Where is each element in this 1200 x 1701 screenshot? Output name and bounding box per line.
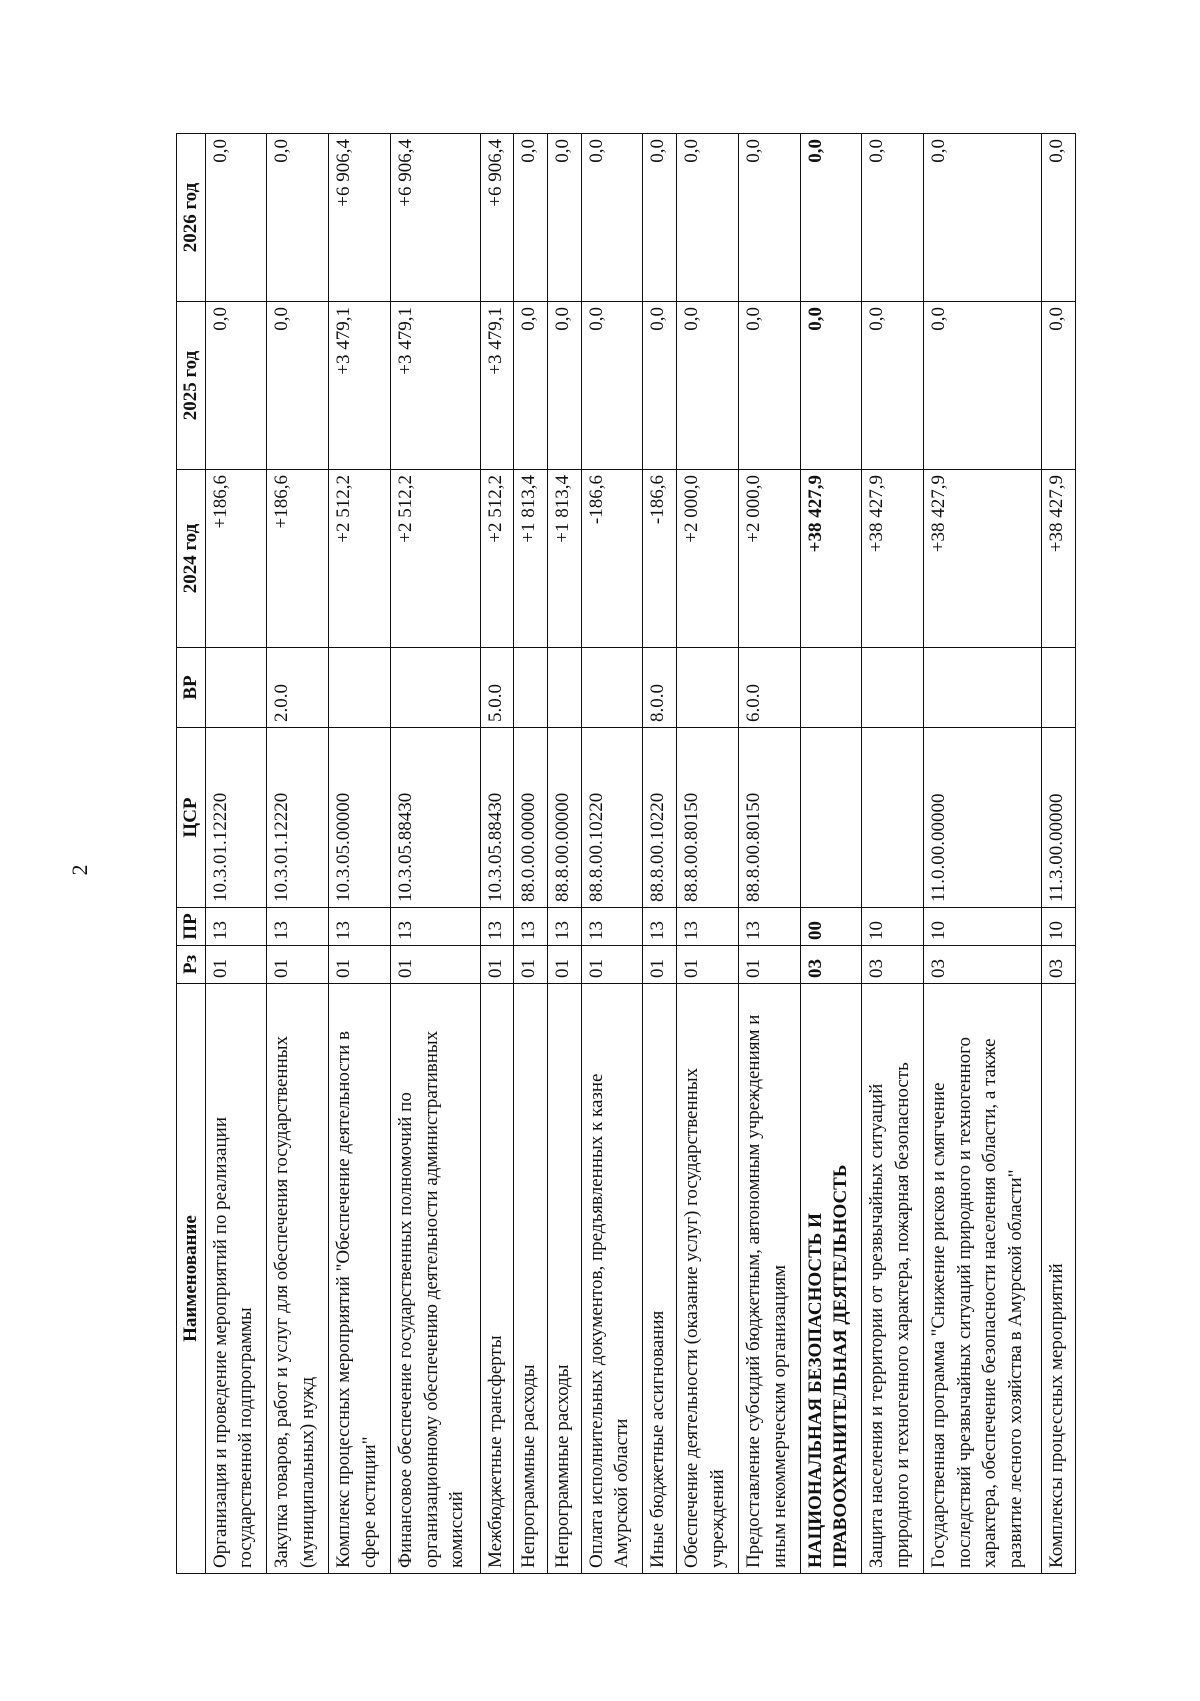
cell-csr	[800, 728, 862, 908]
page-number: 2	[67, 864, 92, 876]
cell-2026: +6 906,4	[329, 134, 391, 302]
cell-name: Организация и проведение мероприятий по реализации государственной подпрограммы	[205, 984, 267, 1574]
cell-rz: 01	[480, 946, 514, 984]
cell-name: Непрограммные расходы	[548, 984, 582, 1574]
cell-rz: 01	[329, 946, 391, 984]
cell-vr	[581, 648, 643, 728]
cell-vr	[390, 648, 480, 728]
cell-2025: 0,0	[738, 302, 800, 470]
cell-pr: 10	[1042, 908, 1076, 946]
cell-pr: 13	[514, 908, 548, 946]
cell-2025: +3 479,1	[329, 302, 391, 470]
cell-rz: 03	[862, 946, 924, 984]
cell-vr	[205, 648, 267, 728]
cell-csr: 10.3.05.88430	[390, 728, 480, 908]
cell-csr: 88.0.00.00000	[514, 728, 548, 908]
cell-vr	[329, 648, 391, 728]
cell-2025: 0,0	[1042, 302, 1076, 470]
cell-2024: +38 427,9	[800, 470, 862, 648]
header-rz: Рз	[177, 946, 206, 984]
cell-csr: 88.8.00.10220	[581, 728, 643, 908]
cell-name: Финансовое обеспечение государственных полномочий по организационному обеспечению деятельности административных комиссий	[390, 984, 480, 1574]
cell-2025: +3 479,1	[480, 302, 514, 470]
cell-2026: 0,0	[267, 134, 329, 302]
cell-pr: 10	[862, 908, 924, 946]
cell-csr	[862, 728, 924, 908]
cell-vr	[514, 648, 548, 728]
cell-csr: 11.0.00.00000	[924, 728, 1042, 908]
cell-2026: 0,0	[924, 134, 1042, 302]
cell-2025: 0,0	[862, 302, 924, 470]
table-body	[205, 134, 1075, 1574]
table-row	[480, 134, 514, 1574]
cell-vr: 6.0.0	[738, 648, 800, 728]
cell-2025: 0,0	[924, 302, 1042, 470]
cell-name: Комплексы процессных мероприятий	[1042, 984, 1076, 1574]
cell-2025: 0,0	[548, 302, 582, 470]
cell-csr: 10.3.01.12220	[267, 728, 329, 908]
cell-pr: 13	[205, 908, 267, 946]
cell-2024: +2 000,0	[738, 470, 800, 648]
header-2024: 2024 год	[177, 470, 206, 648]
cell-vr	[924, 648, 1042, 728]
cell-pr: 13	[329, 908, 391, 946]
cell-name: Межбюджетные трансферты	[480, 984, 514, 1574]
cell-2026: 0,0	[643, 134, 677, 302]
cell-2026: 0,0	[1042, 134, 1076, 302]
cell-2024: +1 813,4	[514, 470, 548, 648]
table-row	[390, 134, 480, 1574]
table-row	[800, 134, 862, 1574]
cell-rz: 03	[1042, 946, 1076, 984]
table-row	[548, 134, 582, 1574]
table-row	[738, 134, 800, 1574]
header-2026: 2026 год	[177, 134, 206, 302]
cell-rz: 01	[643, 946, 677, 984]
table-row	[514, 134, 548, 1574]
cell-pr: 10	[924, 908, 1042, 946]
table-row	[677, 134, 739, 1574]
cell-2026: 0,0	[738, 134, 800, 302]
cell-2025: +3 479,1	[390, 302, 480, 470]
cell-2026: 0,0	[205, 134, 267, 302]
cell-2025: 0,0	[677, 302, 739, 470]
cell-2025: 0,0	[205, 302, 267, 470]
table-row	[1042, 134, 1076, 1574]
cell-name: Государственная программа "Снижение рисков и смягчение последствий чрезвычайных ситуаций природного и техногенного характера, обеспечение безопасности населения области, а также развитие лесного хозяйства в Амурской области"	[924, 984, 1042, 1574]
cell-rz: 03	[800, 946, 862, 984]
cell-2026: 0,0	[581, 134, 643, 302]
cell-2024: +2 512,2	[329, 470, 391, 648]
cell-pr: 13	[738, 908, 800, 946]
cell-rz: 01	[514, 946, 548, 984]
cell-name: Иные бюджетные ассигнования	[643, 984, 677, 1574]
cell-2024: -186,6	[581, 470, 643, 648]
cell-2026: 0,0	[514, 134, 548, 302]
cell-name: Непрограммные расходы	[514, 984, 548, 1574]
table-row	[924, 134, 1042, 1574]
cell-2024: +38 427,9	[924, 470, 1042, 648]
cell-vr: 2.0.0	[267, 648, 329, 728]
cell-pr: 13	[581, 908, 643, 946]
cell-csr: 10.3.01.12220	[205, 728, 267, 908]
cell-2026: +6 906,4	[390, 134, 480, 302]
cell-csr: 88.8.00.10220	[643, 728, 677, 908]
cell-2024: +186,6	[205, 470, 267, 648]
cell-2025: 0,0	[267, 302, 329, 470]
header-csr: ЦСР	[177, 728, 206, 908]
cell-2024: +2 512,2	[480, 470, 514, 648]
cell-rz: 01	[390, 946, 480, 984]
cell-2024: -186,6	[643, 470, 677, 648]
cell-vr	[800, 648, 862, 728]
cell-pr: 13	[548, 908, 582, 946]
cell-rz: 01	[548, 946, 582, 984]
table-container	[176, 134, 1076, 1574]
cell-rz: 01	[581, 946, 643, 984]
cell-rz: 01	[738, 946, 800, 984]
header-2025: 2025 год	[177, 302, 206, 470]
cell-2026: 0,0	[862, 134, 924, 302]
table-row	[267, 134, 329, 1574]
cell-vr	[1042, 648, 1076, 728]
table-header-row	[177, 134, 206, 1574]
budget-table	[176, 133, 1076, 1574]
cell-2025: 0,0	[643, 302, 677, 470]
cell-name: Оплата исполнительных документов, предъявленных к казне Амурской области	[581, 984, 643, 1574]
cell-2024: +38 427,9	[862, 470, 924, 648]
cell-csr: 88.8.00.00000	[548, 728, 582, 908]
cell-vr	[677, 648, 739, 728]
cell-2026: 0,0	[800, 134, 862, 302]
table-row	[205, 134, 267, 1574]
cell-name: НАЦИОНАЛЬНАЯ БЕЗОПАСНОСТЬ И ПРАВООХРАНИТЕЛЬНАЯ ДЕЯТЕЛЬНОСТЬ	[800, 984, 862, 1574]
cell-csr: 11.3.00.00000	[1042, 728, 1076, 908]
cell-rz: 01	[267, 946, 329, 984]
cell-pr: 00	[800, 908, 862, 946]
cell-csr: 88.8.00.80150	[738, 728, 800, 908]
cell-name: Комплекс процессных мероприятий "Обеспечение деятельности в сфере юстиции"	[329, 984, 391, 1574]
cell-name: Обеспечение деятельности (оказание услуг) государственных учреждений	[677, 984, 739, 1574]
cell-pr: 13	[677, 908, 739, 946]
cell-2024: +2 512,2	[390, 470, 480, 648]
cell-csr: 10.3.05.00000	[329, 728, 391, 908]
cell-rz: 01	[205, 946, 267, 984]
cell-name: Защита населения и территории от чрезвычайных ситуаций природного и техногенного характера, пожарная безопасность	[862, 984, 924, 1574]
cell-vr	[548, 648, 582, 728]
cell-2024: +186,6	[267, 470, 329, 648]
cell-rz: 01	[677, 946, 739, 984]
cell-2024: +2 000,0	[677, 470, 739, 648]
cell-vr: 5.0.0	[480, 648, 514, 728]
cell-pr: 13	[480, 908, 514, 946]
table-row	[862, 134, 924, 1574]
header-pr: ПР	[177, 908, 206, 946]
cell-2025: 0,0	[581, 302, 643, 470]
cell-2024: +38 427,9	[1042, 470, 1076, 648]
cell-csr: 10.3.05.88430	[480, 728, 514, 908]
cell-pr: 13	[267, 908, 329, 946]
cell-csr: 88.8.00.80150	[677, 728, 739, 908]
header-name: Наименование	[177, 984, 206, 1574]
cell-2026: 0,0	[677, 134, 739, 302]
cell-2026: 0,0	[548, 134, 582, 302]
cell-2026: +6 906,4	[480, 134, 514, 302]
cell-name: Предоставление субсидий бюджетным, автономным учреждениям и иным некоммерческим организациям	[738, 984, 800, 1574]
cell-rz: 03	[924, 946, 1042, 984]
table-row	[581, 134, 643, 1574]
cell-pr: 13	[643, 908, 677, 946]
cell-name: Закупка товаров, работ и услуг для обеспечения государственных (муниципальных) нужд	[267, 984, 329, 1574]
cell-pr: 13	[390, 908, 480, 946]
table-row	[643, 134, 677, 1574]
table-row	[329, 134, 391, 1574]
cell-2025: 0,0	[800, 302, 862, 470]
cell-2024: +1 813,4	[548, 470, 582, 648]
cell-vr	[862, 648, 924, 728]
cell-2025: 0,0	[514, 302, 548, 470]
cell-vr: 8.0.0	[643, 648, 677, 728]
header-vr: ВР	[177, 648, 206, 728]
